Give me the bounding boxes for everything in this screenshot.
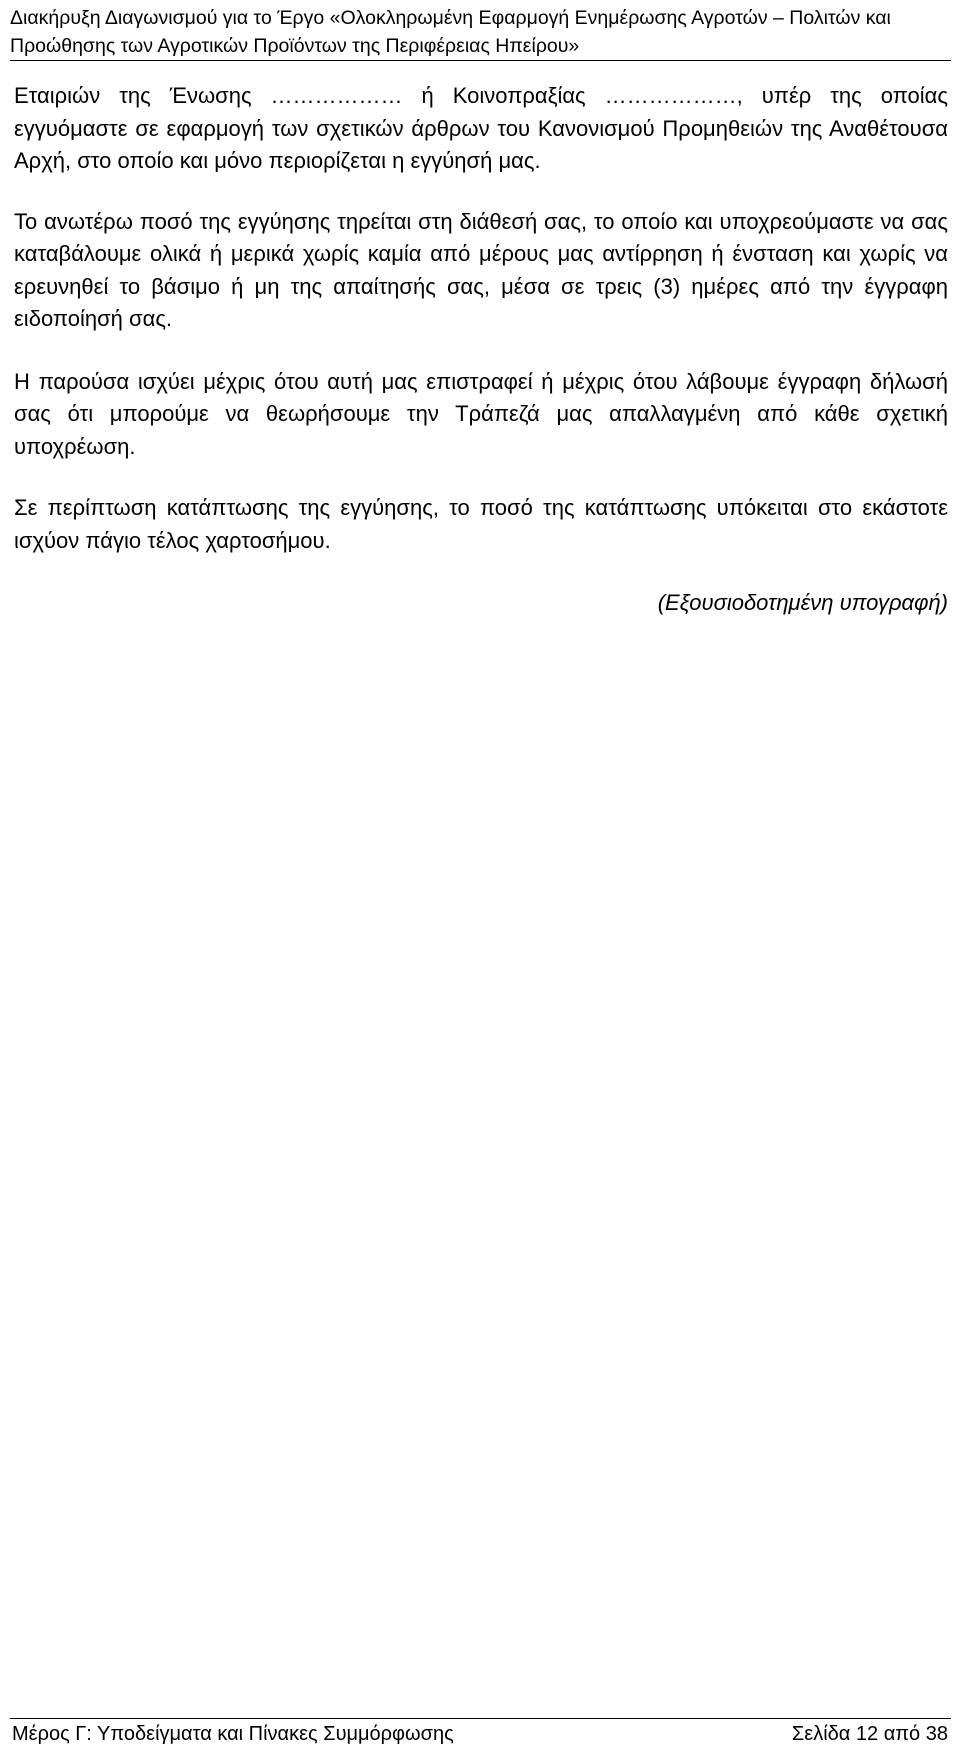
document-body xyxy=(14,80,948,620)
header-title-line-1: Διακήρυξη Διαγωνισμού για το Έργο «Ολοκληρωμένη Εφαρμογή Ενημέρωσης Αγροτών – Πολιτών και xyxy=(10,7,891,29)
page-header xyxy=(10,4,950,60)
paragraph-union-guarantee: Εταιριών της Ένωσης ……………… ή Κοινοπραξίας ………………, υπέρ της οποίας εγγυόμαστε σε εφαρμογή των σχετικών άρθρων του Κανονισμού Προμηθειών της Αναθέτουσα Αρχή, στο οποίο και μόνο περιορίζεται η εγγύησή μας. xyxy=(14,83,948,173)
footer-section-title: Μέρος Γ: Υποδείγματα και Πίνακες Συμμόρφωσης xyxy=(12,1723,454,1745)
paragraph-validity: Η παρούσα ισχύει μέχρις ότου αυτή μας επιστραφεί ή μέχρις ότου λάβουμε έγγραφη δήλωσή σας ότι μπορούμε να θεωρήσουμε την Τράπεζά μας απαλλαγμένη από κάθε σχετική υποχρέωση. xyxy=(14,368,948,459)
paragraph-amount-availability: Το ανωτέρω ποσό της εγγύησης τηρείται στη διάθεσή σας, το οποίο και υποχρεούμαστε να σας καταβάλουμε ολικά ή μερικά χωρίς καμία από μέρους μας αντίρρηση ή ένσταση και χωρίς να ερευνηθεί το βάσιμο ή μη της απαίτησής σας, μέσα σε τρεις (3) ημέρες από την έγγραφη ειδοποίησή σας. xyxy=(14,208,948,331)
authorized-signature: (Εξουσιοδοτημένη υπογραφή) xyxy=(657,590,948,615)
footer-page-number: Σελίδα 12 από 38 xyxy=(791,1723,948,1745)
footer-divider xyxy=(10,1718,951,1719)
page-footer xyxy=(12,1720,948,1748)
paragraph-stamp-duty: Σε περίπτωση κατάπτωσης της εγγύησης, το ποσό της κατάπτωσης υπόκειται στο εκάστοτε ισχύον πάγιο τέλος χαρτοσήμου. xyxy=(14,495,948,553)
header-divider xyxy=(10,60,951,61)
header-title-line-2: Προώθησης των Αγροτικών Προϊόντων της Περιφέρειας Ηπείρου» xyxy=(10,35,580,57)
